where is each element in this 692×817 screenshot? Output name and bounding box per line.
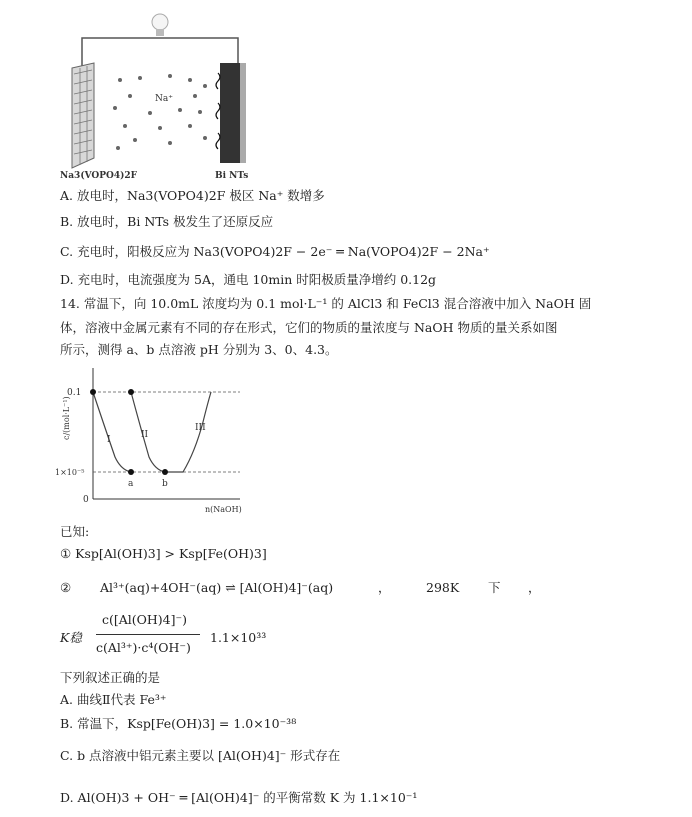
q14-option-a: A. 曲线Ⅱ代表 Fe³⁺ [60, 692, 167, 707]
point-label-a: a [128, 479, 134, 489]
left-electrode-label: Na3(VOPO4)2F [60, 171, 138, 181]
q14-prompt: 下列叙述正确的是 [60, 670, 161, 685]
k-fraction-bar [96, 634, 200, 635]
q13-option-d: D. 充电时，电流强度为 5A，通电 10min 时阳极质量净增约 0.12g [60, 272, 437, 287]
y-tick-0.1: 0.1 [67, 388, 82, 398]
point-b [162, 469, 168, 475]
known-item2-under: 下 [488, 580, 501, 595]
q14-line1: 14. 常温下，向 10.0mL 浓度均为 0.1 mol·L⁻¹ 的 AlCl3 和 FeCl3 混合溶液中加入 NaOH 固 [60, 296, 592, 311]
known-item2-eq: Al³⁺(aq)+4OH⁻(aq) ⇌ [Al(OH)4]⁻(aq) [100, 580, 334, 595]
wire [82, 38, 238, 68]
left-electrode [72, 63, 94, 168]
series-label-I: I [107, 435, 111, 445]
right-electrode-label: Bi NTs [215, 171, 249, 181]
q14-option-d: D. Al(OH)3 + OH⁻ ═ [Al(OH)4]⁻ 的平衡常数 K 为 1.1×10⁻¹ [60, 790, 418, 805]
point-start-II [128, 389, 134, 395]
battery-diagram [60, 8, 260, 183]
series-label-II: II [141, 430, 149, 440]
q14-option-c: C. b 点溶液中铝元素主要以 [Al(OH)4]⁻ 形式存在 [60, 748, 341, 763]
y-tick-1e-5: 1×10⁻⁵ [55, 468, 85, 477]
point-a [128, 469, 134, 475]
known-item2-end: ， [528, 580, 541, 595]
right-electrode [216, 63, 246, 163]
curve-I [93, 392, 131, 472]
ion-dots [113, 74, 207, 150]
k-numerator: c([Al(OH)4]⁻) [102, 612, 187, 627]
q14-option-b: B. 常温下，Ksp[Fe(OH)3] = 1.0×10⁻³⁸ [60, 716, 297, 731]
known-item2-num: ② [60, 580, 72, 595]
known-item2-comma: ， [378, 580, 391, 595]
chart-ylabel: c/(mol·L⁻¹) [62, 396, 71, 440]
y-tick-0: 0 [83, 495, 89, 505]
series-label-III: III [195, 423, 206, 433]
point-start-I [90, 389, 96, 395]
bulb-icon [152, 14, 168, 36]
k-symbol: K稳 [60, 630, 82, 645]
k-value: 1.1×10³³ [210, 630, 267, 645]
known-item2-temp: 298K [426, 580, 460, 595]
concentration-chart [55, 362, 265, 522]
point-label-b: b [162, 479, 168, 489]
q14-line2: 体，溶液中金属元素有不同的存在形式，它们的物质的量浓度与 NaOH 物质的量关系如图 [60, 320, 558, 335]
ion-label: Na⁺ [155, 94, 173, 104]
chart-xlabel: n(NaOH) [205, 505, 242, 514]
known-item1: ① Ksp[Al(OH)3] > Ksp[Fe(OH)3] [60, 546, 267, 561]
known-title: 已知: [60, 524, 90, 539]
q13-option-a: A. 放电时，Na3(VOPO4)2F 极区 Na⁺ 数增多 [60, 188, 325, 203]
q13-option-b: B. 放电时，Bi NTs 极发生了还原反应 [60, 214, 274, 229]
q13-option-c: C. 充电时，阳极反应为 Na3(VOPO4)2F − 2e⁻ ═ Na(VOPO4)2F − 2Na⁺ [60, 244, 490, 259]
q14-line3: 所示，测得 a、b 点溶液 pH 分别为 3、0、4.3。 [60, 342, 338, 357]
k-denominator: c(Al³⁺)·c⁴(OH⁻) [96, 640, 191, 655]
